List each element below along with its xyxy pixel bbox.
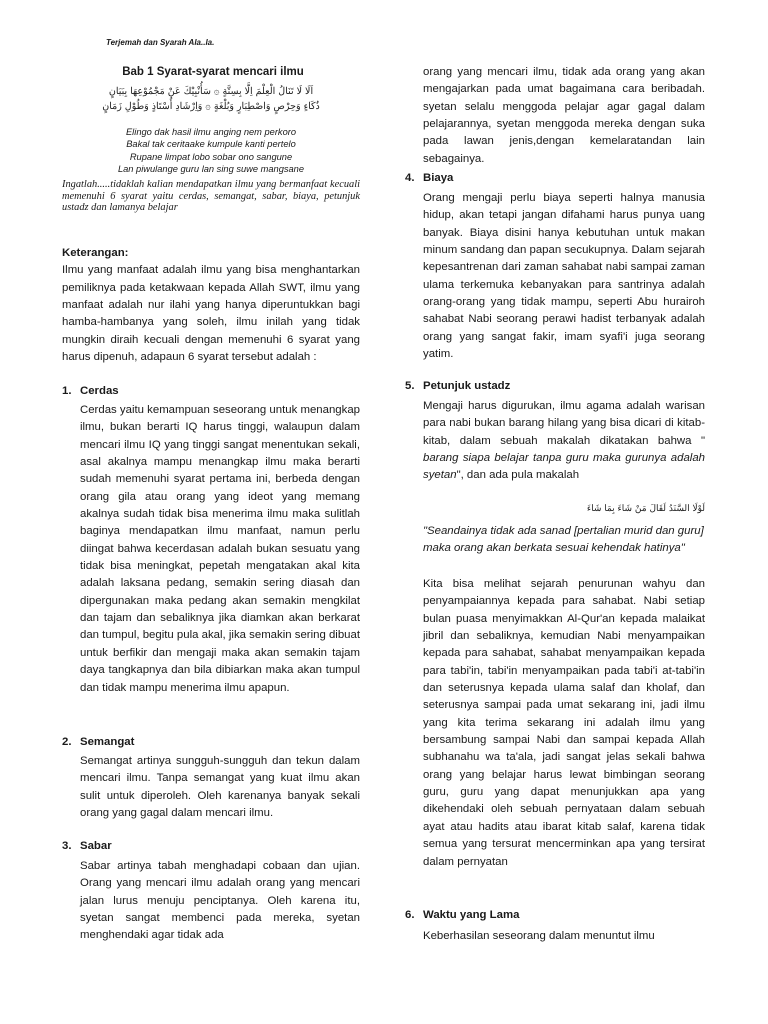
poem-line: Bakal tak ceritaake kumpule kanti pertelo bbox=[126, 139, 296, 150]
item-title-semangat: Semangat bbox=[80, 736, 135, 748]
item-body-cerdas: Cerdas yaitu kemampuan seseorang untuk menangkap ilmu, bukan berarti IQ harus tinggi, walaupun dalam mencari ilmu IQ yang tinggi sangat menentukan sekali, asal akalnya mampu menangkap ilmu maka berarti sudah memenuhi syarat pertama ini, berbeda dengan orang gila atau orang yang ideot yang memang akalnya sudah tidak bisa menerima ilmu maka sulitlah baginya mendapatkan ilmu manfaat, namun perlu diingat bahwa kecerdasan adalah bukan sesuatu yang tidak bisa meningkat, pepetah mengatakan akal kita adalah laksana pedang, semakin sering diasah dan dipergunakan maka pedang akan semakin mengkilat dan tajam dan sebaliknya jika diamkan akan berkarat dan tumpul, begitu pula akal, jika semakin sering dibuat untuk berfikir dan mengaji maka akan semakin tajam daya tangkapnya dan bila dibiarkan maka akan tumpul dan tidak mampu menerima ilmu apapun. bbox=[80, 404, 360, 694]
item-number: 6. bbox=[405, 909, 415, 921]
item-body-petunjuk-ustadz bbox=[423, 398, 705, 485]
body-text: Mengaji harus digurukan, ilmu agama adalah warisan para nabi bukan barang hilang yang bisa dicari di kitab-kitab, dalam sebuah makalah dikatakan bahwa " bbox=[423, 400, 705, 447]
item-body-waktu-yang-lama: Keberhasilan seseorang dalam menuntut ilmu bbox=[423, 930, 655, 942]
item-number: 3. bbox=[62, 840, 72, 852]
item-number: 2. bbox=[62, 736, 72, 748]
item-title-sabar: Sabar bbox=[80, 840, 112, 852]
item-body-sabar: Sabar artinya tabah menghadapi cobaan dan ujian. Orang yang mencari ilmu adalah orang yang mencari jalan lurus menuju penciptanya. Oleh karena itu, syetan sangat membenci pada mereka, syetan menghendaki agar tidak ada bbox=[80, 860, 360, 942]
quoted-saying: barang siapa belajar tanpa guru maka gurunya adalah syetan bbox=[423, 452, 705, 482]
sabar-continued: orang yang mencari ilmu, tidak ada orang yang akan mengajarkan pada umat bagaimana cara beribadah. syetan selalu menggoda pelajar agar gagal dalam pelajarannya, syetan menggoda mereka dengan suka pada lawan jenis,dengan kemelaratandan lain sebagainya. bbox=[423, 66, 705, 165]
chapter-title: Bab 1 Syarat-syarat mencari ilmu bbox=[122, 66, 304, 78]
running-header: Terjemah dan Syarah Ala..la. bbox=[106, 38, 215, 47]
item-body-semangat: Semangat artinya sungguh-sungguh dan tekun dalam mencari ilmu. Tanpa semangat yang kuat ilmu akan sulit untuk diperoleh. Oleh karenanya banyak sekali orang yang gagal dalam mencari ilmu. bbox=[80, 755, 360, 820]
poem-line: Rupane limpat lobo sobar ono sangune bbox=[129, 151, 293, 162]
body-text: ", dan ada pula makalah bbox=[456, 469, 580, 482]
item-number: 1. bbox=[62, 385, 72, 397]
item-number: 5. bbox=[405, 380, 415, 392]
item-number: 4. bbox=[405, 172, 415, 184]
item-title-biaya: Biaya bbox=[423, 172, 454, 184]
arabic-sanad-quote: لَوْلَا السَّنَدُ لَقَالَ مَنْ شَاءَ بِمَا شَاءَ bbox=[586, 504, 705, 514]
keterangan-body: Ilmu yang manfaat adalah ilmu yang bisa menghantarkan pemiliknya pada ketakwaan kepada Allah SWT, ilmu yang manfaat adalah nur ilahi yang hanya diperuntukkan bagi hamba-hambanya yang soleh, ilmu inilah yang tidak mungkin diraih kecuali dengan memenuhi 6 syarat yang harus dipenuh, adapaun 6 syarat tersebut adalah : bbox=[62, 264, 360, 364]
item-title-cerdas: Cerdas bbox=[80, 385, 119, 397]
translation-paragraph: Ingatlah.....tidaklah kalian mendapatkan ilmu yang bermanfaat kecuali memenuhi 6 syarat yaitu cerdas, semangat, sabar, biaya, petunjuk ustadz dan lamanya belajar bbox=[62, 179, 360, 214]
poem-line: Elingo dak hasil ilmu anging nem perkoro bbox=[125, 127, 297, 137]
arabic-verse-line-2: ذُكَاءٍ وَحِرْصٍ وَاصْطِبَارٍ وَبُلْغَةٍ ۞ وَاِرْشَادِ أُسْتَاذٍ وَطُوْلِ زَمَانٍ bbox=[102, 101, 320, 112]
javanese-poem bbox=[62, 126, 360, 176]
item-title-petunjuk-ustadz: Petunjuk ustadz bbox=[423, 380, 511, 392]
item-body-biaya: Orang mengaji perlu biaya seperti halnya manusia hidup, akan tetapi jangan difahami harus punya uang banyak. Biaya disini hanya kebutuhan untuk makan minum sandang dan papan secukupnya. Dalam sejarah kepesantrenan dari zaman sahabat nabi sampai zaman ulama terkemuka kebanyakan para santrinya adalah orang-orang yang tidak mampu, seperti Abu hurairoh sahabat Nabi seorang perawi hadist terbanyak adalah orang yang sangat fakir, imam syafi'i juga seorang yatim. bbox=[423, 192, 705, 361]
item-body-petunjuk-ustadz-continued: Kita bisa melihat sejarah penurunan wahyu dan penyampaiannya kepada para sahabat. Nabi setiap bulan puasa menyimakkan Al-Qur'an kepada malaikat jibril dan sebaliknya, kemudian Nabi menyampaikan kepada para sahabat, sahabat menyampaikan kepada para tabi'in, tabi'in menyampaikan pada tabi'i at-tabi'in dan seterusnya kepada ulama salaf dan kholaf, dan seterusnya sampai pada umat sekarang ini, jadi ilmu yang kita terima sekarang ini adalah ilmu yang bersambung sampai Nabi dan sampai kepada Allah subhanahu wa ta'ala, jadi sangat jelas sekali bahwa orang yang belajar harus lewat bimbingan seorang guru, guru yang dapat menunjukkan apa yang dikehendaki oleh sebuah pernyataan dalam sebuah ayat atau hadits atau ibarat kitab salaf, karena tidak semua yang tersurat mencerminkan apa yang tersirat dalam pernyatan bbox=[423, 578, 705, 868]
arabic-verse-line-1: اَلَا لَا تَنَالُ الْعِلْمَ اِلَّا بِسِتَّةٍ ۞ سَأُنْبِيْكَ عَنْ مَجْمُوْعِهَا بِبَيَانٍ bbox=[108, 86, 314, 97]
keterangan-heading: Keterangan: bbox=[62, 247, 129, 259]
keterangan-section bbox=[62, 245, 360, 366]
sanad-translation: "Seandainya tidak ada sanad [pertalian murid dan guru] maka orang akan berkata sesuai kehendak hatinya" bbox=[423, 525, 704, 555]
poem-line: Lan piwulange guru lan sing suwe mangsane bbox=[117, 164, 305, 175]
item-title-waktu-yang-lama: Waktu yang Lama bbox=[423, 909, 520, 921]
